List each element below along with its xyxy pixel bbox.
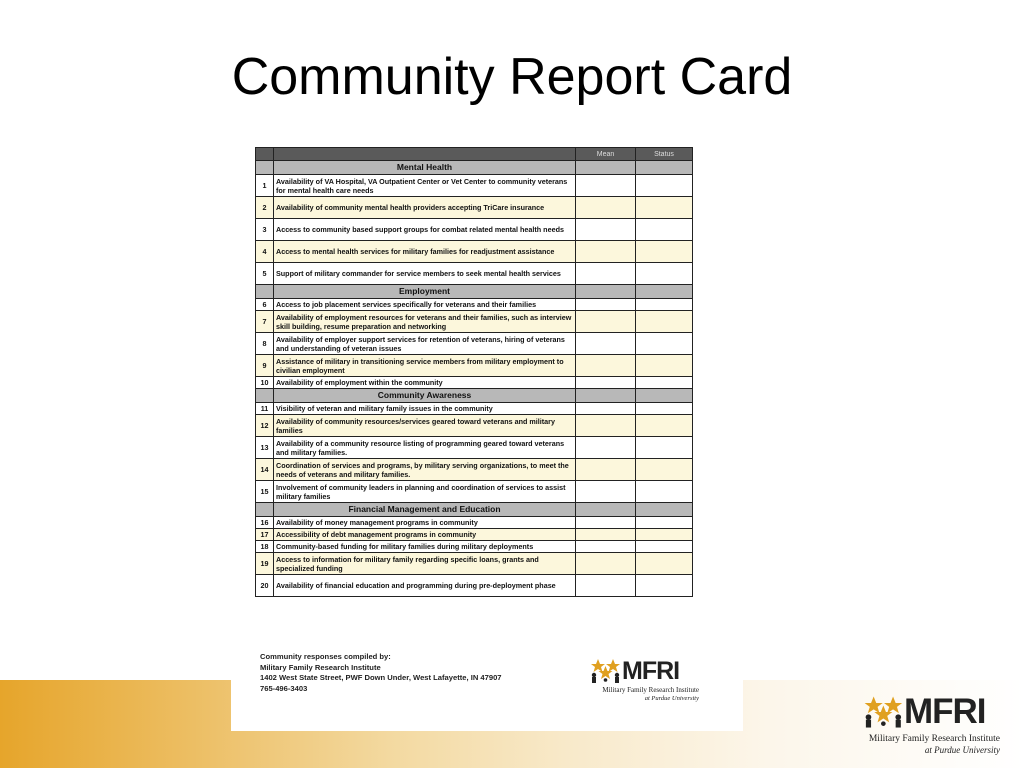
stars-people-icon — [862, 694, 906, 730]
compiled-by-address: 1402 West State Street, PWF Down Under, West Lafayette, IN 47907 — [260, 673, 502, 683]
status-cell — [636, 415, 693, 437]
status-cell — [636, 197, 693, 219]
section-mean-cell — [576, 285, 636, 299]
mean-cell — [576, 553, 636, 575]
section-status-cell — [636, 503, 693, 517]
table-row — [256, 403, 693, 415]
status-cell — [636, 263, 693, 285]
item-text: Availability of money management programs in community — [274, 517, 576, 529]
status-cell — [636, 481, 693, 503]
item-text: Availability of employment resources for veterans and their families, such as interview skill building, resume preparation and networking — [274, 311, 576, 333]
mean-cell — [576, 197, 636, 219]
table-row — [256, 541, 693, 553]
status-cell — [636, 459, 693, 481]
section-mean-cell — [576, 161, 636, 175]
item-number: 7 — [256, 311, 274, 333]
compiled-by-label: Community responses compiled by: — [260, 652, 391, 661]
header-blank-number — [256, 148, 274, 161]
item-text: Involvement of community leaders in planning and coordination of services to assist military families — [274, 481, 576, 503]
mean-cell — [576, 575, 636, 597]
status-cell — [636, 553, 693, 575]
section-row — [256, 161, 693, 175]
item-number: 16 — [256, 517, 274, 529]
section-blank — [256, 389, 274, 403]
header-status: Status — [636, 148, 693, 161]
status-cell — [636, 575, 693, 597]
section-title: Employment — [274, 285, 576, 299]
item-text: Availability of employer support services for retention of veterans, hiring of veterans and understanding of veteran issues — [274, 333, 576, 355]
table-row — [256, 415, 693, 437]
section-blank — [256, 161, 274, 175]
table-row — [256, 377, 693, 389]
item-text: Visibility of veteran and military family issues in the community — [274, 403, 576, 415]
item-number: 15 — [256, 481, 274, 503]
section-row — [256, 389, 693, 403]
mfri-institute-name: Military Family Research Institute — [868, 734, 1000, 744]
item-number: 1 — [256, 175, 274, 197]
status-cell — [636, 355, 693, 377]
mfri-wordmark: MFRI — [622, 657, 680, 685]
mean-cell — [576, 377, 636, 389]
document-mfri-logo — [589, 658, 699, 706]
report-card-body — [256, 161, 693, 597]
header-mean: Mean — [576, 148, 636, 161]
status-cell — [636, 299, 693, 311]
section-row — [256, 285, 693, 299]
table-row — [256, 299, 693, 311]
header-blank-item — [274, 148, 576, 161]
section-title: Community Awareness — [274, 389, 576, 403]
mean-cell — [576, 517, 636, 529]
table-row — [256, 553, 693, 575]
mean-cell — [576, 403, 636, 415]
report-card-table — [255, 147, 693, 597]
item-number: 5 — [256, 263, 274, 285]
item-number: 17 — [256, 529, 274, 541]
section-mean-cell — [576, 389, 636, 403]
section-blank — [256, 285, 274, 299]
item-number: 18 — [256, 541, 274, 553]
mean-cell — [576, 529, 636, 541]
report-card-document — [231, 130, 743, 731]
table-row — [256, 437, 693, 459]
mean-cell — [576, 541, 636, 553]
status-cell — [636, 377, 693, 389]
table-row — [256, 263, 693, 285]
item-number: 12 — [256, 415, 274, 437]
mean-cell — [576, 459, 636, 481]
slide-title: Community Report Card — [231, 48, 793, 106]
mean-cell — [576, 263, 636, 285]
mean-cell — [576, 299, 636, 311]
item-text: Access to community based support groups for combat related mental health needs — [274, 219, 576, 241]
item-number: 6 — [256, 299, 274, 311]
mfri-institute-name: Military Family Research Institute — [602, 686, 699, 694]
table-row — [256, 517, 693, 529]
table-row — [256, 311, 693, 333]
mean-cell — [576, 437, 636, 459]
item-number: 2 — [256, 197, 274, 219]
mean-cell — [576, 415, 636, 437]
status-cell — [636, 541, 693, 553]
status-cell — [636, 175, 693, 197]
status-cell — [636, 311, 693, 333]
table-row — [256, 175, 693, 197]
section-title: Mental Health — [274, 161, 576, 175]
mean-cell — [576, 241, 636, 263]
item-text: Assistance of military in transitioning service members from military employment to civilian employment — [274, 355, 576, 377]
mean-cell — [576, 311, 636, 333]
item-text: Availability of community resources/services geared toward veterans and military families — [274, 415, 576, 437]
item-number: 4 — [256, 241, 274, 263]
item-text: Coordination of services and programs, by military serving organizations, to meet the needs of veterans and military families. — [274, 459, 576, 481]
item-text: Availability of a community resource listing of programming geared toward veterans and military families. — [274, 437, 576, 459]
section-blank — [256, 503, 274, 517]
item-text: Availability of employment within the community — [274, 377, 576, 389]
compiled-by-block — [260, 652, 502, 695]
table-row — [256, 459, 693, 481]
item-number: 9 — [256, 355, 274, 377]
stars-people-icon — [589, 658, 623, 684]
item-number: 11 — [256, 403, 274, 415]
item-text: Access to information for military family regarding specific loans, grants and specialized funding — [274, 553, 576, 575]
item-number: 10 — [256, 377, 274, 389]
status-cell — [636, 219, 693, 241]
item-text: Support of military commander for service members to seek mental health services — [274, 263, 576, 285]
section-status-cell — [636, 285, 693, 299]
table-row — [256, 529, 693, 541]
mean-cell — [576, 333, 636, 355]
status-cell — [636, 437, 693, 459]
section-status-cell — [636, 389, 693, 403]
table-row — [256, 481, 693, 503]
item-number: 13 — [256, 437, 274, 459]
table-row — [256, 575, 693, 597]
item-number: 3 — [256, 219, 274, 241]
mean-cell — [576, 481, 636, 503]
compiled-by-org: Military Family Research Institute — [260, 662, 381, 672]
slide-mfri-logo — [862, 692, 1002, 758]
mean-cell — [576, 355, 636, 377]
mean-cell — [576, 175, 636, 197]
table-row — [256, 355, 693, 377]
item-text: Availability of financial education and programming during pre-deployment phase — [274, 575, 576, 597]
status-cell — [636, 333, 693, 355]
status-cell — [636, 529, 693, 541]
item-text: Access to job placement services specifically for veterans and their families — [274, 299, 576, 311]
compiled-by-phone: 765-496-3403 — [260, 684, 308, 694]
mfri-affiliation: at Purdue University — [644, 695, 699, 702]
section-title: Financial Management and Education — [274, 503, 576, 517]
section-status-cell — [636, 161, 693, 175]
item-text: Access to mental health services for military families for readjustment assistance — [274, 241, 576, 263]
table-row — [256, 241, 693, 263]
mfri-affiliation: at Purdue University — [924, 745, 1000, 755]
item-text: Accessibility of debt management programs in community — [274, 529, 576, 541]
status-cell — [636, 517, 693, 529]
table-row — [256, 333, 693, 355]
mfri-wordmark: MFRI — [904, 692, 986, 731]
item-number: 20 — [256, 575, 274, 597]
item-text: Availability of VA Hospital, VA Outpatient Center or Vet Center to community veterans for mental health care needs — [274, 175, 576, 197]
status-cell — [636, 403, 693, 415]
item-number: 8 — [256, 333, 274, 355]
table-header-row — [256, 148, 693, 161]
table-row — [256, 197, 693, 219]
mean-cell — [576, 219, 636, 241]
table-row — [256, 219, 693, 241]
item-number: 19 — [256, 553, 274, 575]
item-number: 14 — [256, 459, 274, 481]
item-text: Availability of community mental health providers accepting TriCare insurance — [274, 197, 576, 219]
item-text: Community-based funding for military families during military deployments — [274, 541, 576, 553]
section-row — [256, 503, 693, 517]
section-mean-cell — [576, 503, 636, 517]
status-cell — [636, 241, 693, 263]
